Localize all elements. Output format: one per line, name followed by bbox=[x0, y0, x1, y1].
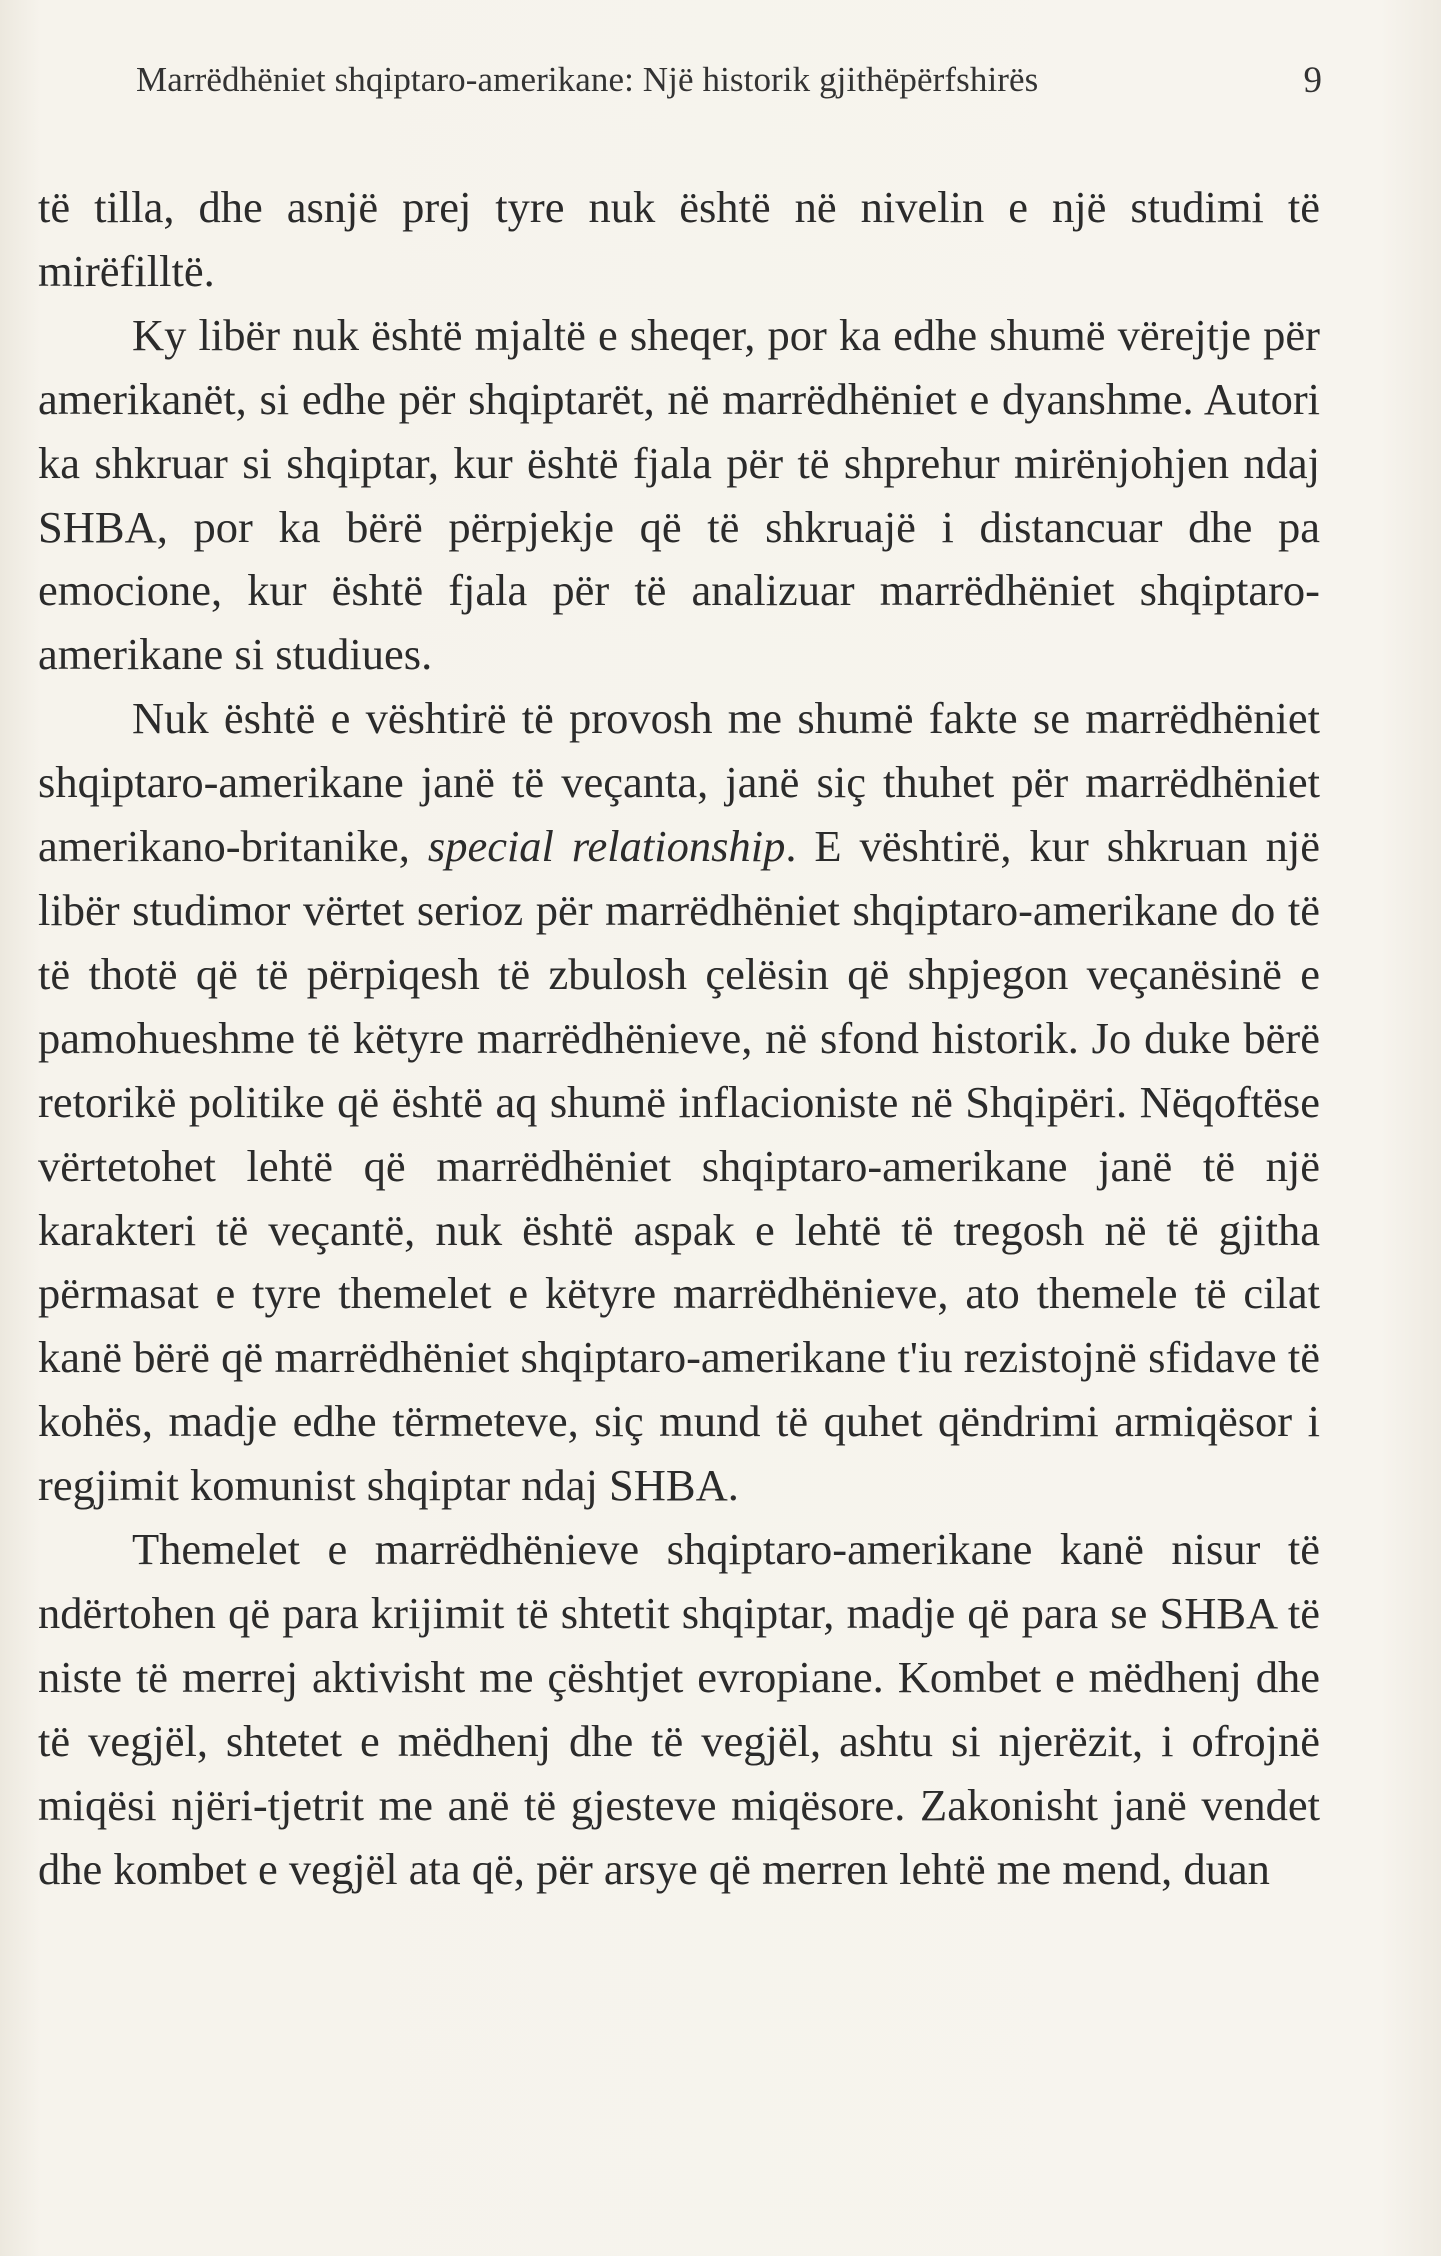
running-title: Marrëdhëniet shqiptaro-amerikane: Një historik gjithëpërfshirës bbox=[136, 60, 1039, 99]
paragraph-3 bbox=[38, 687, 1320, 1518]
italic-phrase: special relationship bbox=[427, 821, 786, 872]
page-number: 9 bbox=[1303, 59, 1322, 101]
paragraph-3-part-b: . E vështirë, kur shkruan një libër studimor vërtet serioz për marrëdhëniet shqiptaro-amerikane do të të thotë që të përpiqesh të zbulosh çelësin që shpjegon veçanësinë e pamohueshme të këtyre marrëdhënieve, në sfond historik. Jo duke bërë retorikë politike që është aq shumë inflacioniste në Shqipëri. Nëqoftëse vërtetohet lehtë që marrëdhëniet shqiptaro-amerikane janë të një karakteri të veçantë, nuk është aspak e lehtë të tregosh në të gjitha përmasat e tyre themelet e këtyre marrëdhënieve, ato themele të cilat kanë bërë që marrëdhëniet shqiptaro-amerikane t'iu rezistojnë sfidave të kohës, madje edhe tërmeteve, siç mund të quhet qëndrimi armiqësor i regjimit komunist shqiptar ndaj SHBA. bbox=[38, 821, 1320, 1511]
paragraph-2: Ky libër nuk është mjaltë e sheqer, por ka edhe shumë vërejtje për amerikanët, si edhe për shqiptarët, në marrëdhëniet e dyanshme. Autori ka shkruar si shqiptar, kur është fjala për të shprehur mirënjohjen ndaj SHBA, por ka bërë përpjekje që të shkruajë i distancuar dhe pa emocione, kur është fjala për të analizuar marrëdhëniet shqiptaro-amerikane si studiues. bbox=[38, 309, 1320, 680]
paragraph-continuation: të tilla, dhe asnjë prej tyre nuk është në nivelin e një studimi të mirëfilltë. bbox=[38, 182, 1320, 296]
paragraph-4: Themelet e marrëdhënieve shqiptaro-amerikane kanë nisur të ndërtohen që para krijimit të shtetit shqiptar, madje që para se SHBA të niste të merrej aktivisht me çështjet evropiane. Kombet e mëdhenj dhe të vegjël, shtetet e mëdhenj dhe të vegjël, ashtu si njerëzit, i ofrojnë miqësi njëri-tjetrit me anë të gjesteve miqësore. Zakonisht janë vendet dhe kombet e vegjël ata që, për arsye që merren lehtë me mend, duan bbox=[38, 1524, 1320, 1894]
body-text bbox=[38, 176, 1320, 1901]
running-header bbox=[136, 50, 1322, 110]
paragraph-3-part-a: Nuk është e vështirë të provosh me shumë fakte se marrëdhëniet shqiptaro-amerikane janë të veçanta, janë siç thuhet për marrëdhëniet amerikano-britanike, bbox=[38, 693, 1320, 872]
